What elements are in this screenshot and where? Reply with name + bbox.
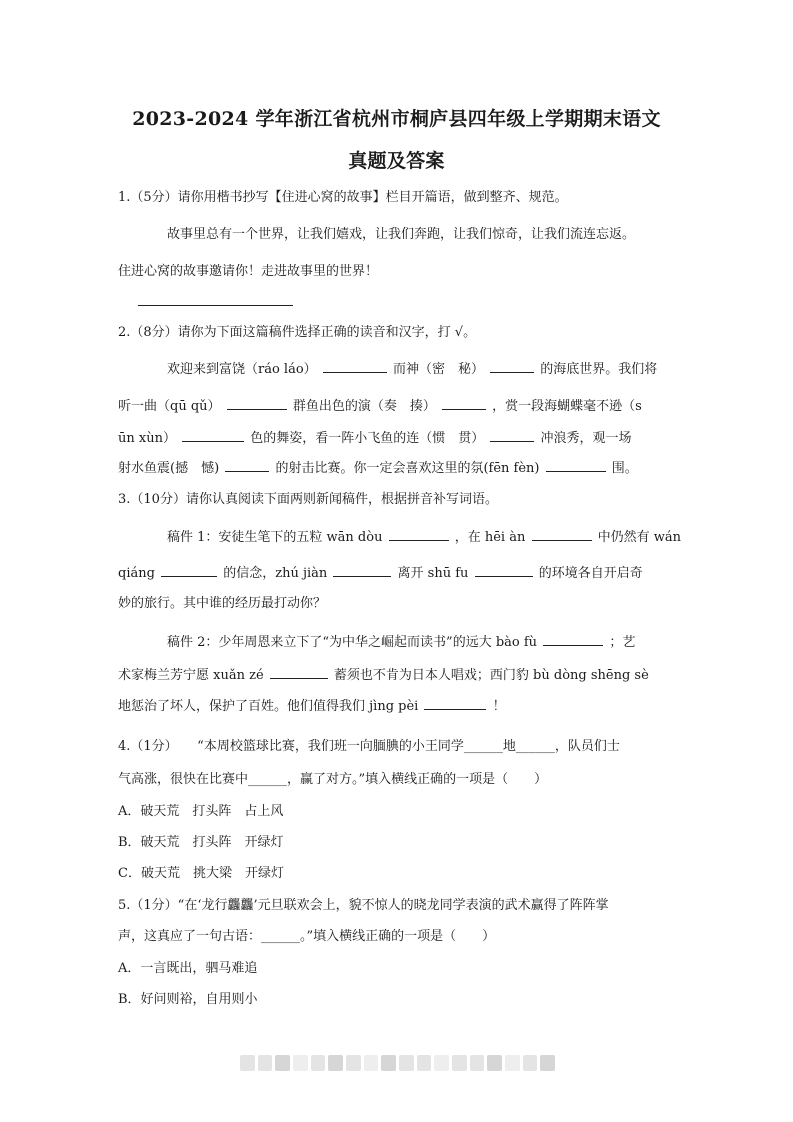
question-3-line-5 xyxy=(118,664,649,683)
question-2-text: 听一曲（qū qǔ） xyxy=(118,399,221,414)
fill-blank xyxy=(490,360,534,373)
fill-blank xyxy=(182,429,244,442)
fill-blank xyxy=(270,666,328,679)
question-3-line-1 xyxy=(167,526,681,545)
question-3-text: qiáng xyxy=(118,566,155,581)
question-2-text: ，赏一段海蝴蝶毫不逊（s xyxy=(492,399,642,414)
question-4-stem: 4.（1分） “本周校篮球比赛，我们班一向腼腆的小王同学______地______，队员们士 xyxy=(118,739,620,754)
fill-blank xyxy=(543,633,603,646)
question-3-line-2 xyxy=(118,562,643,581)
question-3-text: ；艺 xyxy=(609,635,636,650)
question-2-line-2 xyxy=(118,395,642,414)
question-5-option-b: B．好问则裕，自用则小 xyxy=(118,992,258,1007)
question-3-text: 的环境各自开启奇 xyxy=(538,566,643,581)
fill-blank xyxy=(424,697,486,710)
question-3-line-4 xyxy=(167,631,635,650)
question-5-line-2: 声，这真应了一句古语：______。”填入横线正确的一项是（ ） xyxy=(118,929,496,944)
fill-blank xyxy=(490,429,534,442)
question-1-passage-1: 故事里总有一个世界，让我们嬉戏，让我们奔跑，让我们惊奇，让我们流连忘返。 xyxy=(167,227,636,242)
question-3-text: 地惩治了坏人，保护了百姓。他们值得我们 jìng pèi xyxy=(118,699,419,714)
question-2-text: 射水鱼震(撼 憾) xyxy=(118,461,220,476)
question-2-text: 围。 xyxy=(611,461,638,476)
question-4-option-c: C．破天荒 挑大梁 开绿灯 xyxy=(118,866,284,881)
question-4-option-b: B．破天荒 打头阵 开绿灯 xyxy=(118,835,284,850)
question-3-text: 稿件 2：少年周恩来立下了“为中华之崛起而读书”的远大 bào fù xyxy=(167,635,538,650)
answer-line xyxy=(138,305,293,306)
question-5-stem: 5.（1分）“在‘龙行龘龘’元旦联欢会上，貌不惊人的晓龙同学表演的武术赢得了阵阵掌 xyxy=(118,898,609,913)
question-3-text: 的信念，zhú jiàn xyxy=(223,566,328,581)
question-3-text: 离开 shū fu xyxy=(397,566,469,581)
question-3-text: 稿件 1：安徒生笔下的五粒 wān dòu xyxy=(167,530,383,545)
document-title-line1: 2023-2024 学年浙江省杭州市桐庐县四年级上学期期末语文 xyxy=(132,108,661,130)
question-4-option-a: A．破天荒 打头阵 占上风 xyxy=(118,804,284,819)
question-1-passage-2: 住进心窝的故事邀请你！走进故事里的世界！ xyxy=(118,264,379,279)
fill-blank xyxy=(227,397,287,410)
question-2-line-1 xyxy=(167,358,657,377)
fill-blank xyxy=(532,528,592,541)
fill-blank xyxy=(333,564,391,577)
question-2-text: ūn xùn） xyxy=(118,431,176,446)
fill-blank xyxy=(225,459,269,472)
question-3-text: 蓄须也不肯为日本人唱戏；西门豹 bù dòng shēng sè xyxy=(333,668,649,683)
question-5-option-a: A．一言既出，驷马难追 xyxy=(118,961,258,976)
fill-blank xyxy=(475,564,533,577)
question-2-text: 群鱼出色的演（奏 揍） xyxy=(292,399,436,414)
question-2-text: 而神（密 秘） xyxy=(392,362,484,377)
fill-blank xyxy=(389,528,449,541)
question-2-text: 色的舞姿，看一阵小飞鱼的连（惯 贯） xyxy=(250,431,485,446)
question-2-text: 欢迎来到富饶（ráo láo） xyxy=(167,362,317,377)
question-1-stem: 1.（5分）请你用楷书抄写【住进心窝的故事】栏目开篇语，做到整齐、规范。 xyxy=(118,190,568,205)
question-3-stem: 3.（10分）请你认真阅读下面两则新闻稿件，根据拼音补写词语。 xyxy=(118,492,498,507)
question-3-line-6 xyxy=(118,695,506,714)
question-2-text: 冲浪秀，观一场 xyxy=(540,431,632,446)
question-3-text: ，在 hēi àn xyxy=(454,530,526,545)
fill-blank xyxy=(161,564,217,577)
fill-blank xyxy=(442,397,486,410)
question-2-text: 的海底世界。我们将 xyxy=(540,362,658,377)
question-2-text: 的射击比赛。你一定会喜欢这里的氛(fēn fèn) xyxy=(275,461,540,476)
question-4-line-2: 气高涨，很快在比赛中______，赢了对方。”填入横线正确的一项是（ ） xyxy=(118,772,548,787)
question-2-stem: 2.（8分）请你为下面这篇稿件选择正确的读音和汉字，打 √。 xyxy=(118,325,477,340)
question-2-line-4 xyxy=(118,457,638,476)
question-3-text: 中仍然有 wán xyxy=(597,530,682,545)
question-3-text: 术家梅兰芳宁愿 xuǎn zé xyxy=(118,668,264,683)
blurred-footer-watermark xyxy=(240,1055,555,1071)
question-3-text: ！ xyxy=(492,699,506,714)
question-3-line-3: 妙的旅行。其中谁的经历最打动你？ xyxy=(118,596,327,611)
question-2-line-3 xyxy=(118,427,632,446)
fill-blank xyxy=(546,459,606,472)
document-title-line2: 真题及答案 xyxy=(348,150,445,172)
fill-blank xyxy=(323,360,387,373)
